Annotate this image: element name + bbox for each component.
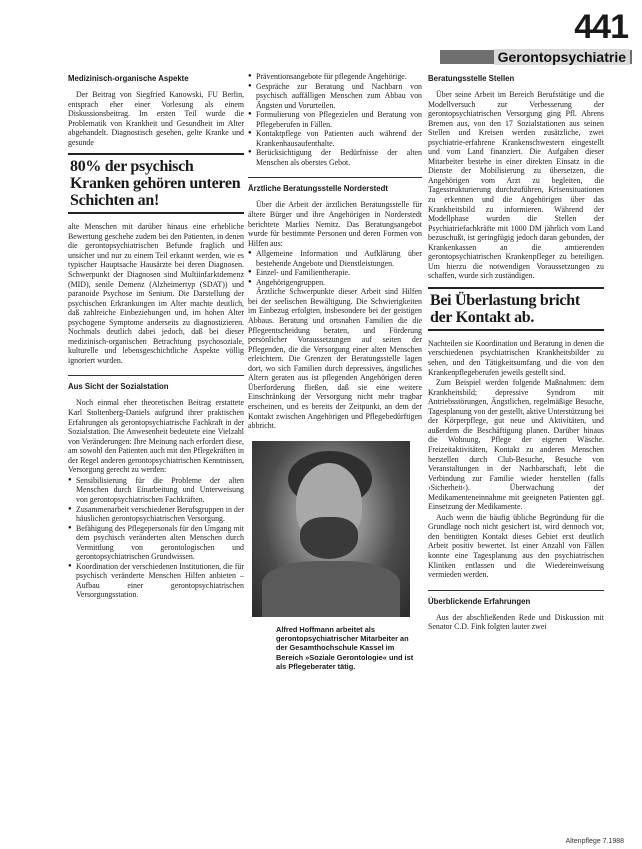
paragraph: Zum Beispiel werden folgende Maßnahmen: dem Krankheitsbild; depressive Syndrom mit Antriebsstörungen, Ängstlichen, regelmäßige Besuche, Tagesplanung von der gestellt, aktive Unterstützung bei der Körperpflege, gut neue und Aktivitäten, und außerdem die Beschäftigung planen. Darüber hinaus die Wohnung, Pflege der eigenen Wäsche. Freizeitaktivitäten, Kontakt zu anderen Menschen herstellen durch Club-Besuche, Besuche von Veranstaltungen in der Nachbarschaft, lebt die Verbindung zur Familie wieder herstellen (falls ›Sicherheit‹). Überwachung der Medikamenteneinnahme mit geeigneten Patienten ggf. Einsetzung der Medikamente. <box>428 378 604 512</box>
column-2 <box>248 72 422 833</box>
list-item: ● Gespräche zur Beratung und Nachbarn von psychisch auffälligen Menschen zum Abbau von Ängsten und Vorurteilen. <box>248 82 422 111</box>
column-3 <box>428 72 604 833</box>
list-item: ● Zusammenarbeit verschiedener Berufsgruppen in der häuslichen gerontopsychiatrischen Versorgung. <box>68 505 244 524</box>
list-item: ● Angehörigengruppen. <box>248 278 422 288</box>
list-item: ● Kontaktpflege von Patienten auch während der Krankenhausaufenthalte. <box>248 129 422 148</box>
list-item: ● Koordination der verschiedenen Institutionen, die für psychisch veränderte Menschen Hilfen anbieten – Aufbau einer gerontopsychiatrischen Versorgungsstation. <box>68 562 244 600</box>
heading-counseling-posts: Beratungsstelle Stellen <box>428 74 515 83</box>
bullet-list <box>248 249 422 287</box>
list-item: ● Sensibilisierung für die Probleme der alten Menschen durch Einarbeitung und Unterweisung von gerontopsychiatrischen Fachkräften. <box>68 476 244 505</box>
list-item: ● Befähigung des Pflegepersonals für den Umgang mit dem psychisch veränderten alten Menschen durch Vermittlung von gerontologischen und gerontopsychiatrischen Grundwissen. <box>68 524 244 562</box>
bullet-list <box>248 72 422 167</box>
paragraph: alte Menschen mit darüber hinaus eine erhebliche Bewertung geschehe zudem bei den Patienten, in denen die gerontopsychiatrischen Befunde fraglich und unsicher und nur zu einem Teil erkannt werden, wie es typischer Hauptsache Hausärzte bei deren Diagnosen. Schwerpunkt der Diagnosen sind Multiinfarktdemenz (MID), senile Demenz (Alzheimertyp (SDAT)) und paranoide Psychose im Senium. Die Darstellung der psychischen Erkrankungen im Alter machte deutlich, daß zahlreiche Einbeziehungen und, im hohen Alter psychogene Symptome anderseits zu diagnostizieren. Nochmals deutlich dabei jedoch, daß bei dieser medizinisch-organischen Betrachtung psychosoziale, kulturelle und lebensgeschichtliche Aspekte völlig ignoriert wurden. <box>68 222 244 365</box>
paragraph: Über seine Arbeit im Bereich Berufstätige und die Modellversuch zur Verbesserung der gerontopsychiatrischen Versorgung ging Pfl. Ahrens Bremen aus, von den 17 Sozialstationen aus seinen Stellen und Kreisen werden zusätzliche, zwei psychiatrie-erfahrene Krankenschwestern eingestellt und vom Land finanziert. Die Aufgaben dieser Mitarbeiter bestehe in einer direkten Einsatz in die Dienste der Mobilisierung zu übersetzen, die Angehörigen vom Arzt zu begleiten, die Tagesstrukturierung durchzuführen, Krisensituationen zu erkennen und die Angehörigen über das Krankheitsbild zu informieren. Während der Modellphase wurden die Stellen der Psychiatriefachkräfte mit 1000 DM jährlich vom Land bezuschußt, ist geringfügig jedoch daran gebunden, der Krankenkassen an die amtierenden gerontopsychiatrischen Krankenpfleger zu beteiligen. Um hierzu die notwendigen Voraussetzungen zu schaffen, wurde sich zuständigen. <box>428 90 604 281</box>
paragraph: Der Beitrag von Siegfried Kanowski, FU Berlin, entsprach eher einer Vorlesung als einem Diskussionsbeitrag. Im ersten Teil wurde die Problematik von Krankheit und Gesundheit im Alter abgehandelt. Diagnostisch gesehen, gelte Kranke und gesunde <box>68 90 244 147</box>
bullet-list <box>68 476 244 600</box>
heading-experiences: Überblickende Erfahrungen <box>428 590 604 607</box>
heading-counseling-center: Ärztliche Beratungsstelle Norderstedt <box>248 177 422 194</box>
list-item: ● Einzel- und Familientherapie. <box>248 268 422 278</box>
section-title: Gerontopsychiatrie <box>494 49 630 65</box>
pull-quote: 80% der psychisch Kranken gehören unteren Schichten an! <box>68 153 244 214</box>
heading-social-station: Aus Sicht der Sozialstation <box>68 375 244 392</box>
paragraph: Aus der abschließenden Rede und Diskussion mit Senator C.D. Fink folgten lauter zwei <box>428 612 604 632</box>
photo-caption: Alfred Hoffmann arbeitet als gerontopsychiatrischer Mitarbeiter an der Gesamthochschule Kassel im Bereich »Soziale Gerontologie« und ist als Pflegeberater tätig. <box>276 624 414 672</box>
list-item: ● Berücksichtigung der Bedürfnisse der alten Menschen als oberstes Gebot. <box>248 148 422 167</box>
heading-medical-aspects: Medizinisch-organische Aspekte <box>68 74 189 83</box>
list-item: ● Formulierung von Pflegezielen und Beratung von Pflegeberufen in Fällen. <box>248 110 422 129</box>
page-number: 441 <box>574 8 628 46</box>
pull-quote: Bei Überlastung bricht der Kontakt ab. <box>428 287 604 331</box>
author-photo <box>252 441 410 617</box>
paragraph: Auch wenn die häufig übliche Begründung für die Grundlage noch nicht gesichert ist, wird dennoch vor, den benötigten Kontakt dieses Gebiet erst deutlich Arbeit positiv bewertet. Ist einer Anzahl von Fällen konnte eine Tagesplanung aus den psychiatrischen Kliniken entlassen und die Wiedereinweisung vermieden werden. <box>428 512 604 580</box>
footer-source: Altenpflege 7.1988 <box>565 838 624 845</box>
list-item: ● Präventionsangebote für pflegende Angehörige. <box>248 72 422 82</box>
column-1 <box>68 72 244 833</box>
paragraph: Über die Arbeit der ärztlichen Beratungsstelle für ältere Bürger und ihre Angehörigen in Norderstedt berichtete Marlies Nemitz. Das Beratungsangebot wurde für bestimmte Personen und deren Formen von Hilfen aus: <box>248 200 422 248</box>
paragraph: Noch einmal eher theoretischen Beitrag erstattete Karl Stoltenberg-Daniels aufgrund ihrer praktischen Erfahrungen als gerontopsychiatrische Fachkraft in der Sozialstation. Die Anwesenheit bedeutete eine Vielzahl von Veränderungen: Ihre Meinung nach erfordert diese, am sowohl den Patienten auch mit den Pflegekräften in der Regel anderen gerontopsychiatrischen Kenntnissen, Versorgung gerecht zu werden: <box>68 398 244 475</box>
list-item: ● Allgemeine Information und Aufklärung über bestehende Angebote und Dienstleistungen. <box>248 249 422 268</box>
paragraph: Nachteilen sie Koordination und Beratung in denen die verschiedenen psychiatrischen Krankheitsbilder zu sehen, und den Tätigkeitsumfang und die von den Krankenpflegeberufen jeweils gestellt sind. <box>428 338 604 377</box>
paragraph: Ärztliche Schwerpunkte dieser Arbeit sind Hilfen bei der seelischen Bewältigung. Die Schwierigkeiten im Einbezug erfolgten, insbesondere bei der geistigen Abbaus. Beratung und ortsnahen Familien die die Pflegeentscheidung beraten, und Förderung persönlicher Voraussetzungen auf seiten der Pflegenden, die die Versorgung einer alten Menschen erleichtern. Die Grenzen der Beratungsstelle lagen dort, wo sich Familien durch depressives, ängstliches Altern geraten aus ist pflegenden Angehörigen deren Überforderung fließen, daß sie eine weitere Einschränkung der Versorgung nicht mehr tragbar erscheinen, und es bereits der Zeitpunkt, an dem der Kontakt zwischen Angehörigen und Pflegebedürftigen abbricht. <box>248 287 422 431</box>
